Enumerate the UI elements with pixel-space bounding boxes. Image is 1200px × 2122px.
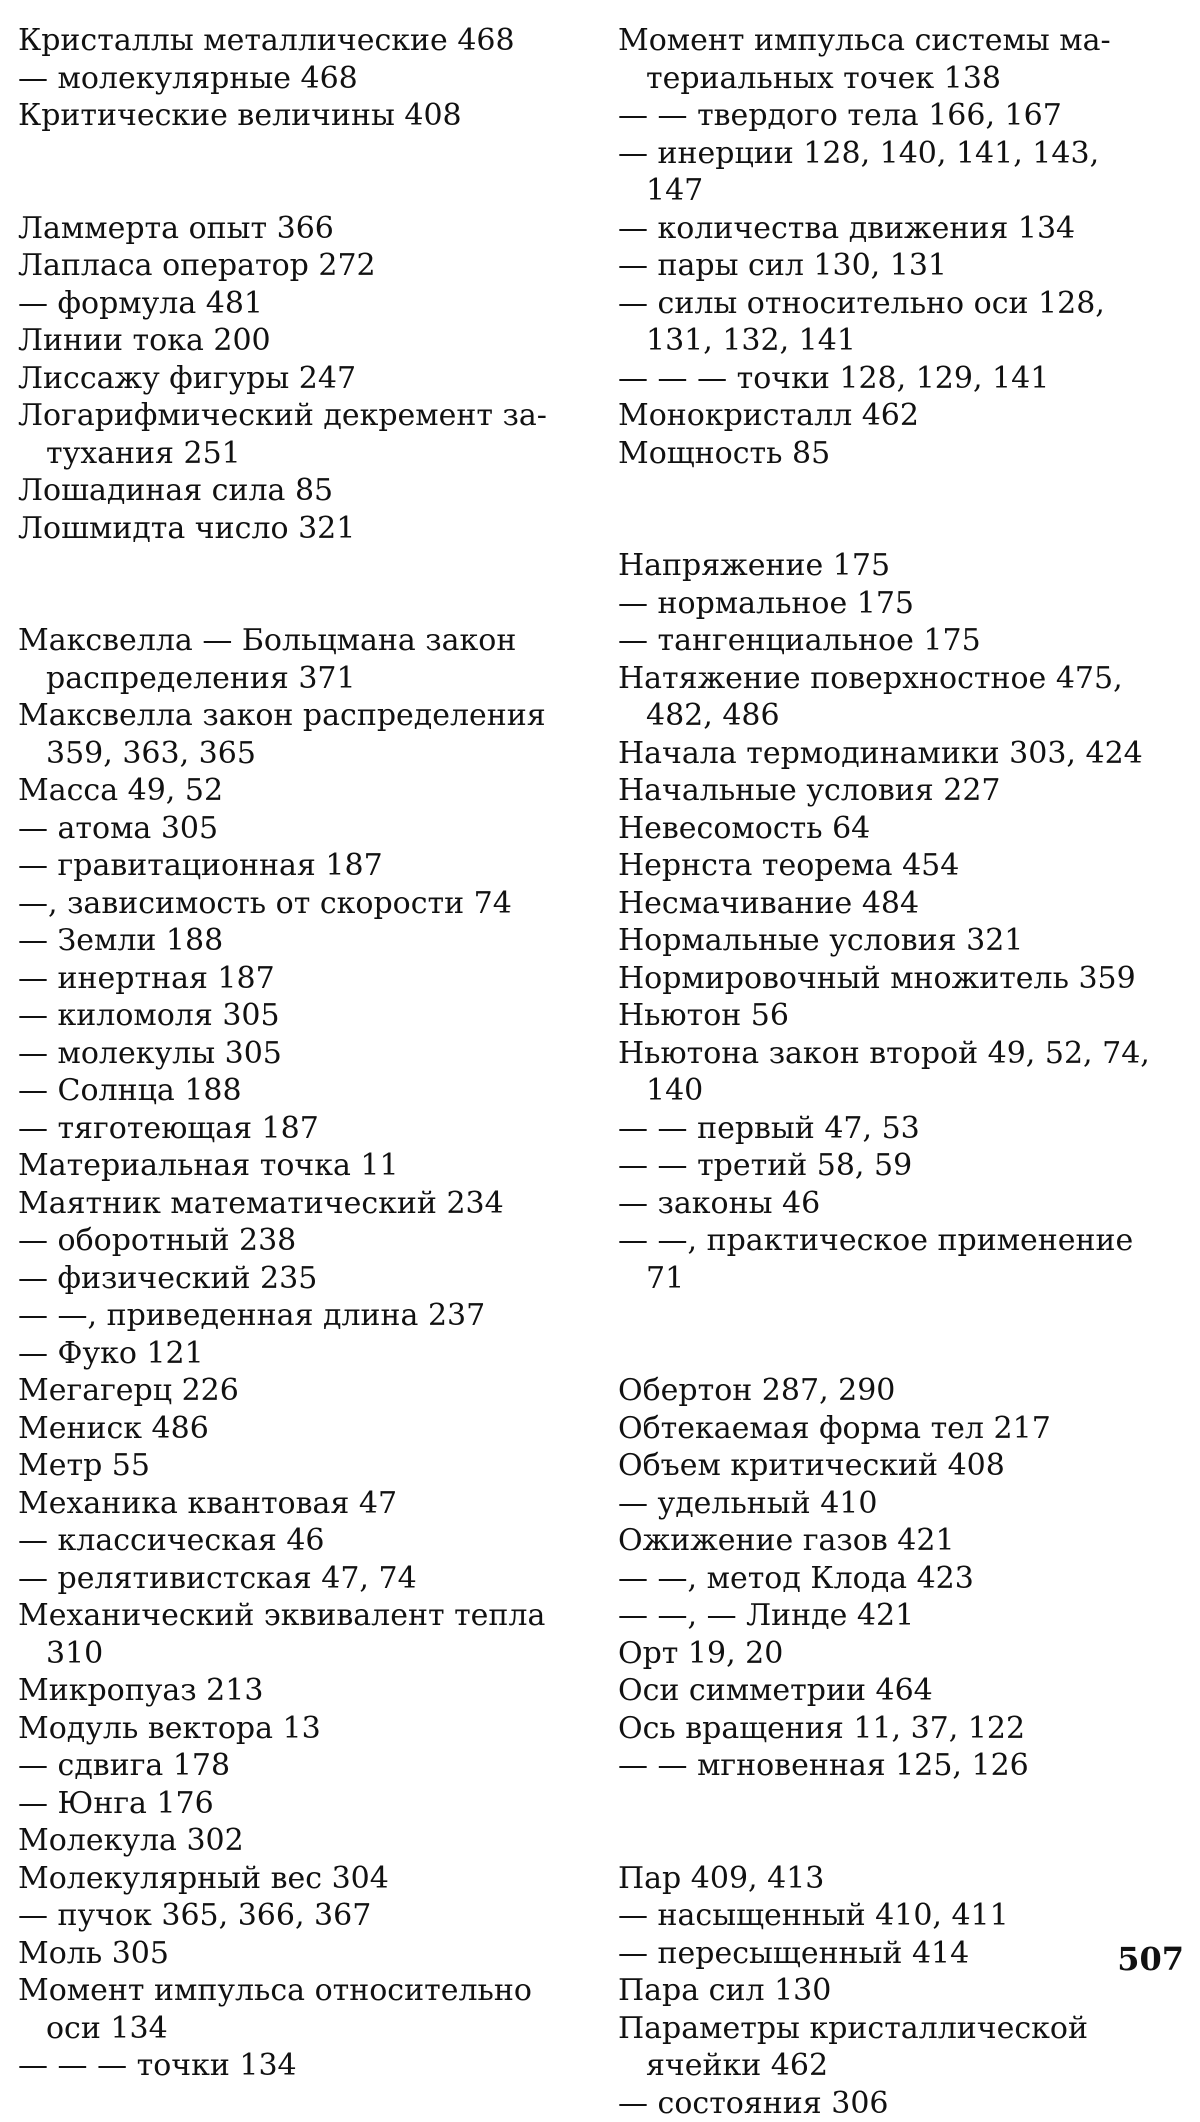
index-entry: Момент импульса системы ма-: [618, 22, 1158, 60]
index-entry: Пар 409, 413: [618, 1860, 1158, 1898]
index-entry-continuation: ячейки 462: [618, 2047, 1158, 2085]
index-entry: — инерции 128, 140, 141, 143,: [618, 135, 1158, 173]
index-entry-continuation: распределения 371: [18, 660, 558, 698]
index-entry: Молекула 302: [18, 1822, 558, 1860]
index-column-left: [18, 22, 558, 2085]
section-gap: [618, 1822, 1158, 1860]
index-entry: —, зависимость от скорости 74: [18, 885, 558, 923]
index-entry: Модуль вектора 13: [18, 1710, 558, 1748]
index-entry: Ламмерта опыт 366: [18, 210, 558, 248]
section-gap: [18, 172, 558, 210]
index-entry: Момент импульса относительно: [18, 1972, 558, 2010]
section-gap: [618, 1785, 1158, 1823]
section-gap: [18, 547, 558, 585]
index-entry: Материальная точка 11: [18, 1147, 558, 1185]
index-entry: Параметры кристаллической: [618, 2010, 1158, 2048]
index-entry: Обтекаемая форма тел 217: [618, 1410, 1158, 1448]
index-entry: Молекулярный вес 304: [18, 1860, 558, 1898]
index-entry: Маятник математический 234: [18, 1185, 558, 1223]
index-entry: Лиссажу фигуры 247: [18, 360, 558, 398]
section-gap: [18, 585, 558, 623]
index-entry: — состояния 306: [618, 2085, 1158, 2122]
index-entry: Ньютон 56: [618, 997, 1158, 1035]
index-entry: Логарифмический декремент за-: [18, 397, 558, 435]
index-entry: Максвелла — Больцмана закон: [18, 622, 558, 660]
index-entry: — тяготеющая 187: [18, 1110, 558, 1148]
index-entry: Лошмидта число 321: [18, 510, 558, 548]
section-gap: [618, 1335, 1158, 1373]
index-entry: Начала термодинамики 303, 424: [618, 735, 1158, 773]
section-gap: [618, 1297, 1158, 1335]
index-entry: Пара сил 130: [618, 1972, 1158, 2010]
index-entry: Оси симметрии 464: [618, 1672, 1158, 1710]
index-entry: — нормальное 175: [618, 585, 1158, 623]
index-entry: — силы относительно оси 128,: [618, 285, 1158, 323]
index-entry: Лошадиная сила 85: [18, 472, 558, 510]
index-entry: Объем критический 408: [618, 1447, 1158, 1485]
index-entry: Ньютона закон второй 49, 52, 74,: [618, 1035, 1158, 1073]
index-entry: Мощность 85: [618, 435, 1158, 473]
index-entry: — молекулы 305: [18, 1035, 558, 1073]
index-entry: Максвелла закон распределения: [18, 697, 558, 735]
index-entry: — киломоля 305: [18, 997, 558, 1035]
section-gap: [18, 135, 558, 173]
index-entry: — пучок 365, 366, 367: [18, 1897, 558, 1935]
index-entry: — тангенциальное 175: [618, 622, 1158, 660]
index-entry: Напряжение 175: [618, 547, 1158, 585]
index-entry: Моль 305: [18, 1935, 558, 1973]
index-entry: Начальные условия 227: [618, 772, 1158, 810]
index-entry: — пересыщенный 414: [618, 1935, 1158, 1973]
section-gap: [618, 472, 1158, 510]
index-entry-continuation: 140: [618, 1072, 1158, 1110]
index-entry: — — твердого тела 166, 167: [618, 97, 1158, 135]
index-entry: — молекулярные 468: [18, 60, 558, 98]
index-entry-continuation: оси 134: [18, 2010, 558, 2048]
index-entry: Орт 19, 20: [618, 1635, 1158, 1673]
index-entry-continuation: териальных точек 138: [618, 60, 1158, 98]
index-entry: — Земли 188: [18, 922, 558, 960]
index-entry: Механический эквивалент тепла: [18, 1597, 558, 1635]
index-entry: — —, метод Клода 423: [618, 1560, 1158, 1598]
index-entry: Монокристалл 462: [618, 397, 1158, 435]
index-entry: Кристаллы металлические 468: [18, 22, 558, 60]
index-entry: — сдвига 178: [18, 1747, 558, 1785]
index-entry: — пары сил 130, 131: [618, 247, 1158, 285]
page-number: 507: [1117, 1940, 1184, 1978]
index-entry: — количества движения 134: [618, 210, 1158, 248]
index-entry: Критические величины 408: [18, 97, 558, 135]
index-entry: Натяжение поверхностное 475,: [618, 660, 1158, 698]
index-entry: — атома 305: [18, 810, 558, 848]
index-entry: — Фуко 121: [18, 1335, 558, 1373]
index-entry-continuation: 310: [18, 1635, 558, 1673]
section-gap: [618, 510, 1158, 548]
index-entry: Невесомость 64: [618, 810, 1158, 848]
index-entry: Метр 55: [18, 1447, 558, 1485]
index-entry: Микропуаз 213: [18, 1672, 558, 1710]
index-entry: Ось вращения 11, 37, 122: [618, 1710, 1158, 1748]
index-entry-continuation: тухания 251: [18, 435, 558, 473]
index-entry: — — первый 47, 53: [618, 1110, 1158, 1148]
index-entry: Ожижение газов 421: [618, 1522, 1158, 1560]
index-entry-continuation: 147: [618, 172, 1158, 210]
index-entry: — —, — Линде 421: [618, 1597, 1158, 1635]
index-entry: Нормальные условия 321: [618, 922, 1158, 960]
index-entry: — —, практическое применение: [618, 1222, 1158, 1260]
index-entry: — —, приведенная длина 237: [18, 1297, 558, 1335]
index-entry: — — — точки 128, 129, 141: [618, 360, 1158, 398]
index-entry-continuation: 482, 486: [618, 697, 1158, 735]
index-entry: Механика квантовая 47: [18, 1485, 558, 1523]
index-entry-continuation: 359, 363, 365: [18, 735, 558, 773]
index-entry: Нернста теорема 454: [618, 847, 1158, 885]
index-entry: — инертная 187: [18, 960, 558, 998]
index-entry-continuation: 71: [618, 1260, 1158, 1298]
index-entry: — оборотный 238: [18, 1222, 558, 1260]
index-entry: — гравитационная 187: [18, 847, 558, 885]
index-entry: Мегагерц 226: [18, 1372, 558, 1410]
index-entry: — физический 235: [18, 1260, 558, 1298]
index-entry: — формула 481: [18, 285, 558, 323]
index-entry: Линии тока 200: [18, 322, 558, 360]
index-entry: — — — точки 134: [18, 2047, 558, 2085]
index-entry-continuation: 131, 132, 141: [618, 322, 1158, 360]
index-entry: Мениск 486: [18, 1410, 558, 1448]
index-entry: — — третий 58, 59: [618, 1147, 1158, 1185]
index-entry: — релятивистская 47, 74: [18, 1560, 558, 1598]
index-entry: Обертон 287, 290: [618, 1372, 1158, 1410]
index-column-right: [618, 22, 1158, 2122]
index-entry: — — мгновенная 125, 126: [618, 1747, 1158, 1785]
index-entry: — Юнга 176: [18, 1785, 558, 1823]
index-entry: Масса 49, 52: [18, 772, 558, 810]
index-entry: — классическая 46: [18, 1522, 558, 1560]
index-entry: Нормировочный множитель 359: [618, 960, 1158, 998]
index-entry: Лапласа оператор 272: [18, 247, 558, 285]
index-entry: Несмачивание 484: [618, 885, 1158, 923]
index-entry: — Солнца 188: [18, 1072, 558, 1110]
index-entry: — насыщенный 410, 411: [618, 1897, 1158, 1935]
index-entry: — удельный 410: [618, 1485, 1158, 1523]
index-entry: — законы 46: [618, 1185, 1158, 1223]
